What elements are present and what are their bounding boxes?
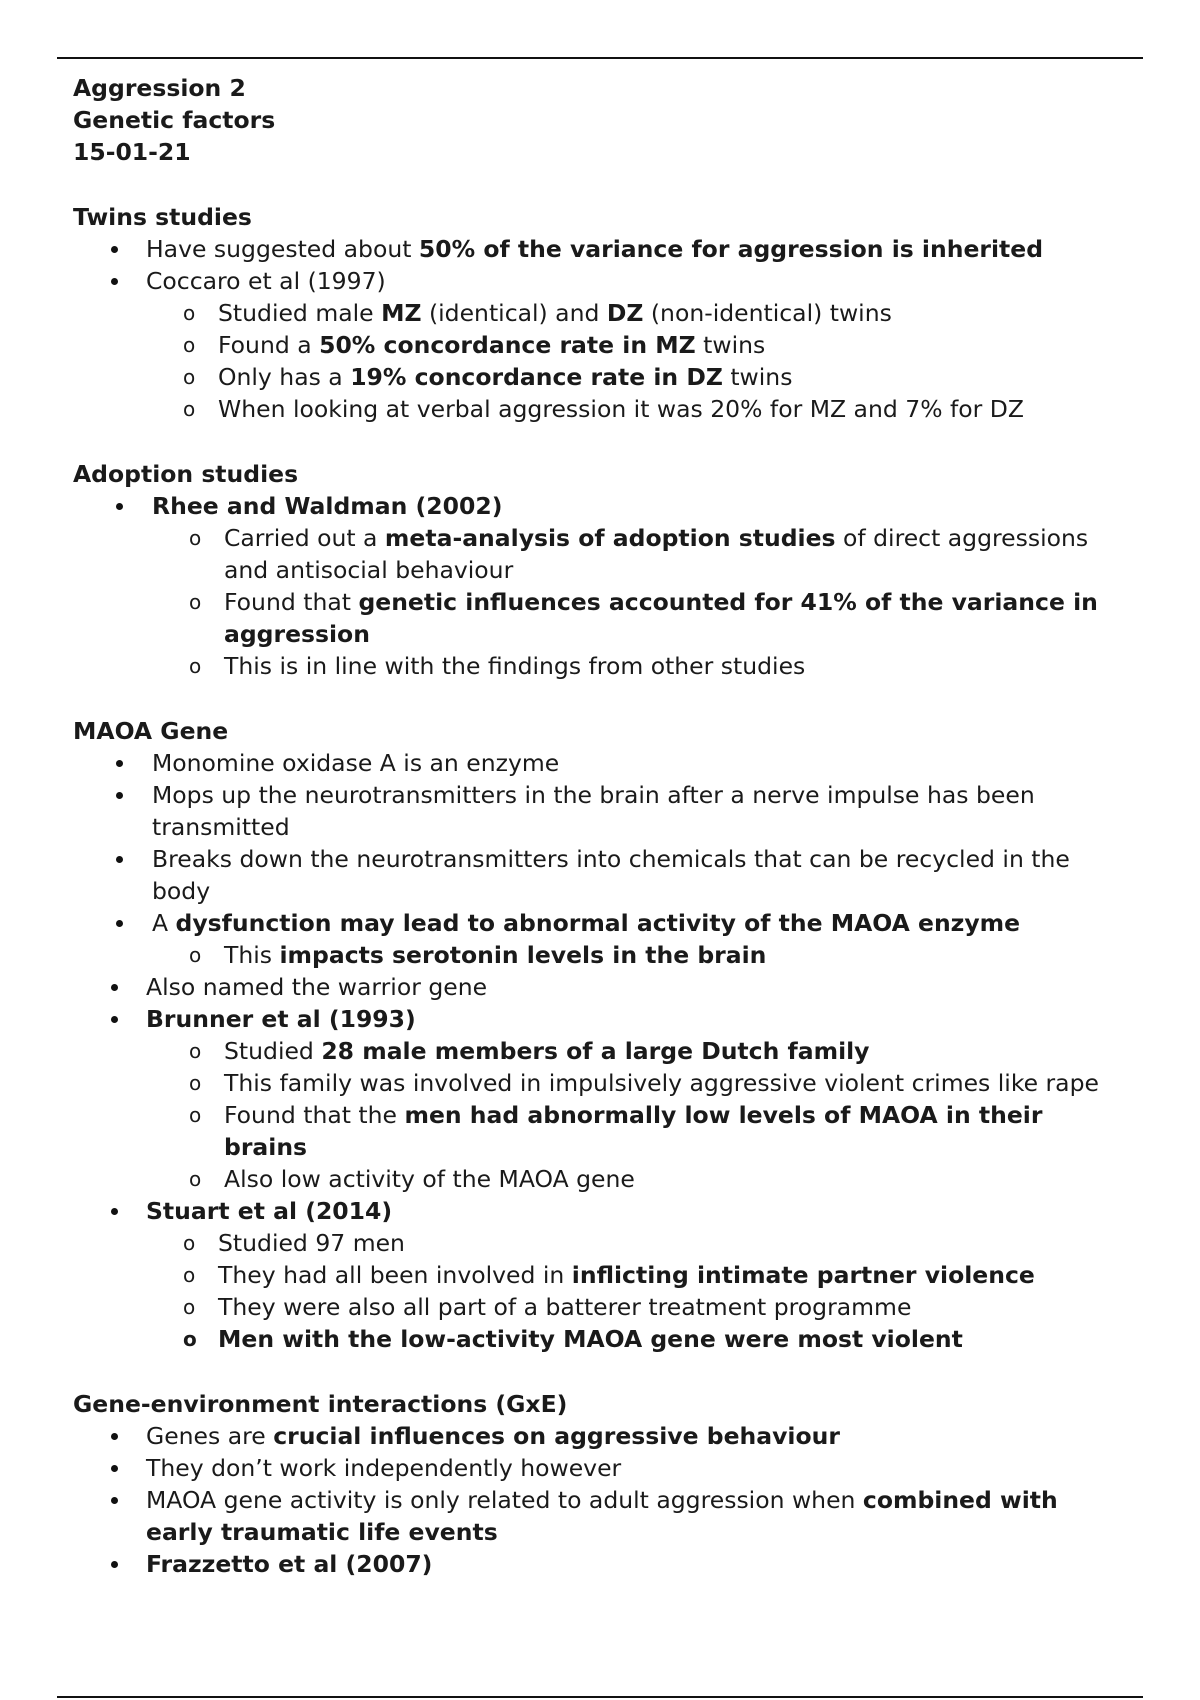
sub-bullet-icon: o [189, 1103, 202, 1127]
bullet-icon [111, 246, 118, 253]
sub-bullet-icon: o [183, 1231, 196, 1255]
list-item: A dysfunction may lead to abnormal activity of the MAOA enzyme [73, 907, 1143, 939]
document-body [73, 72, 1143, 1580]
list-item: Stuart et al (2014) [73, 1195, 1143, 1227]
sub-bullet-icon: o [189, 590, 202, 614]
sub-list-item: o Found a 50% concordance rate in MZ twins [183, 331, 766, 359]
bottom-rule [57, 1696, 1143, 1698]
list-item: Mops up the neurotransmitters in the brain after a nerve impulse has been transmitted [73, 779, 1143, 843]
list-item: Brunner et al (1993) [73, 1003, 1143, 1035]
bullet-icon [111, 984, 118, 991]
list-item: Frazzetto et al (2007) [73, 1548, 1143, 1580]
list-item: Coccaro et al (1997) [73, 265, 1143, 297]
list-item: They don’t work independently however [73, 1452, 1143, 1484]
bullet-icon [111, 1208, 118, 1215]
bullet-icon [111, 1016, 118, 1023]
doc-subtitle: Genetic factors [73, 106, 276, 134]
sub-bullet-icon: o [183, 1263, 196, 1287]
doc-title: Aggression 2 [73, 74, 246, 102]
bullet-icon [116, 856, 123, 863]
section-heading-twins: Twins studies [73, 203, 252, 231]
sub-bullet-icon: o [189, 1039, 202, 1063]
bullet-icon [111, 1497, 118, 1504]
sub-bullet-icon: o [189, 943, 202, 967]
sub-list-item: o Studied 28 male members of a large Dutch family [189, 1037, 870, 1065]
sub-list-item: o When looking at verbal aggression it was 20% for MZ and 7% for DZ [183, 395, 1024, 423]
sub-list-item: o Found that genetic influences accounted for 41% of the variance in aggression [189, 588, 1098, 648]
bullet-icon [111, 1433, 118, 1440]
sub-bullet-icon: o [183, 397, 196, 421]
sub-bullet-icon: o [183, 1327, 197, 1351]
sub-bullet-icon: o [183, 1295, 196, 1319]
sub-list-item: o Found that the men had abnormally low levels of MAOA in their brains [189, 1101, 1043, 1161]
sub-list-item: o Studied male MZ (identical) and DZ (non-identical) twins [183, 299, 892, 327]
list-item: Rhee and Waldman (2002) [73, 490, 1143, 522]
sub-bullet-icon: o [183, 333, 196, 357]
list-item: Monomine oxidase A is an enzyme [73, 747, 1143, 779]
doc-date: 15-01-21 [73, 138, 191, 166]
section-heading-maoa: MAOA Gene [73, 717, 229, 745]
sub-list-item: o Men with the low-activity MAOA gene were most violent [183, 1325, 963, 1353]
bullet-icon [116, 792, 123, 799]
list-item: MAOA gene activity is only related to adult aggression when combined with early traumatic life events [73, 1484, 1143, 1548]
bullet-icon [111, 278, 118, 285]
sub-bullet-icon: o [189, 1071, 202, 1095]
sub-list-item: o Studied 97 men [183, 1229, 405, 1257]
list-item: Breaks down the neurotransmitters into chemicals that can be recycled in the body [73, 843, 1143, 907]
sub-bullet-icon: o [189, 654, 202, 678]
section-heading-adoption: Adoption studies [73, 460, 299, 488]
bullet-icon [116, 760, 123, 767]
sub-list-item: o They were also all part of a batterer treatment programme [183, 1293, 912, 1321]
sub-list-item: o Only has a 19% concordance rate in DZ twins [183, 363, 793, 391]
bullet-icon [111, 1561, 118, 1568]
list-item: Also named the warrior gene [73, 971, 1143, 1003]
list-item: Have suggested about 50% of the variance for aggression is inherited [73, 233, 1143, 265]
sub-bullet-icon: o [189, 1167, 202, 1191]
bullet-icon [116, 920, 123, 927]
sub-list-item: o Also low activity of the MAOA gene [189, 1165, 635, 1193]
sub-bullet-icon: o [189, 526, 202, 550]
sub-bullet-icon: o [183, 301, 196, 325]
sub-list-item: o This impacts serotonin levels in the brain [189, 941, 767, 969]
list-item: Genes are crucial influences on aggressive behaviour [73, 1420, 1143, 1452]
top-rule [57, 57, 1143, 59]
sub-list-item: o Carried out a meta-analysis of adoption studies of direct aggressions and antisocial behaviour [189, 524, 1089, 584]
sub-list-item: o They had all been involved in inflicting intimate partner violence [183, 1261, 1035, 1289]
bullet-icon [111, 1465, 118, 1472]
sub-bullet-icon: o [183, 365, 196, 389]
section-heading-gxe: Gene-environment interactions (GxE) [73, 1390, 568, 1418]
sub-list-item: o This family was involved in impulsively aggressive violent crimes like rape [189, 1069, 1099, 1097]
sub-list-item: o This is in line with the findings from other studies [189, 652, 806, 680]
bullet-icon [116, 503, 123, 510]
